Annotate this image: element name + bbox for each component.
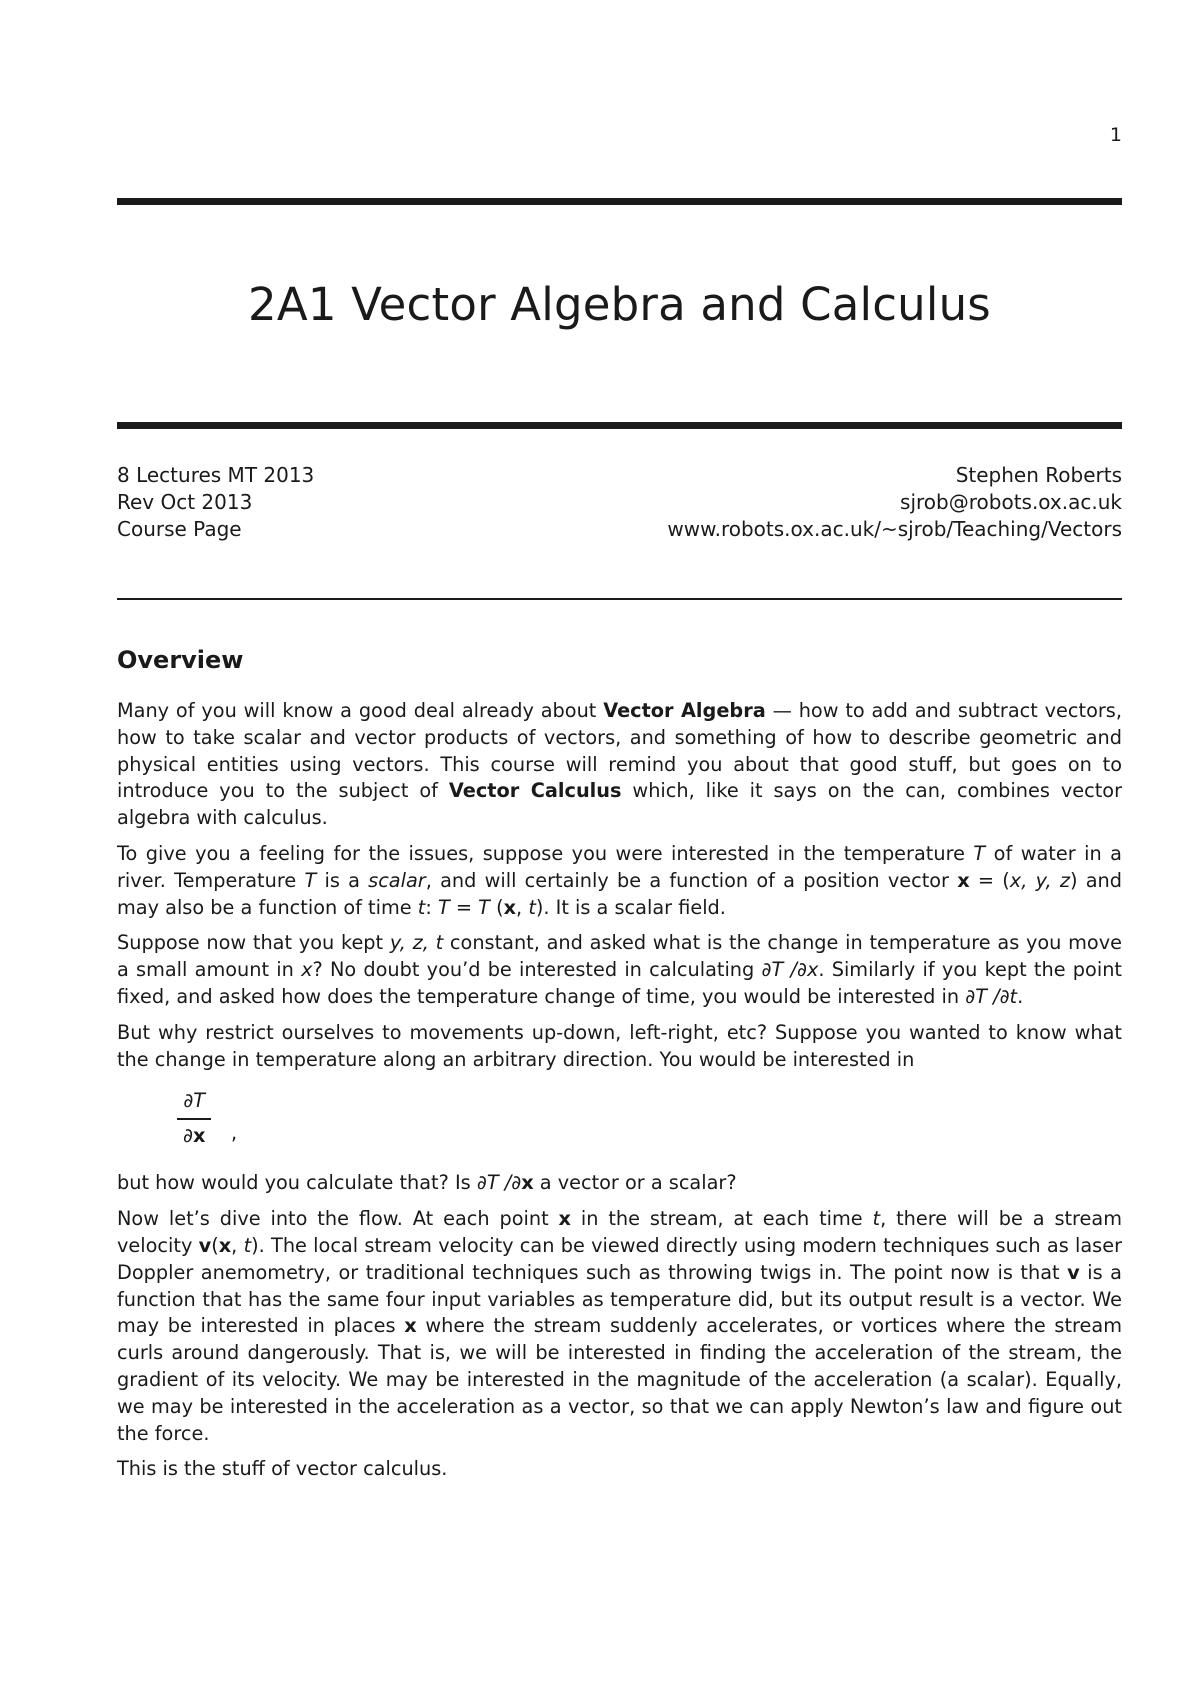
equation-comma: , <box>231 1121 238 1145</box>
paragraph: To give you a feeling for the issues, suppose you were interested in the temperature T of water in a river. Temperature T is a scalar, and will certainly be a function of a position vector x = (x, y, z) and may also be a function of time t: T = T (x, t). It is a scalar field. <box>117 841 1122 919</box>
section-rule <box>117 598 1122 600</box>
document-page <box>117 0 1122 1698</box>
overview-heading: Overview <box>117 646 244 674</box>
top-rule <box>117 198 1122 205</box>
course-page-url: www.robots.ox.ac.uk/~sjrob/Teaching/Vectors <box>667 517 1122 541</box>
paragraph: but how would you calculate that? Is ∂T /∂x a vector or a scalar? <box>117 1171 737 1195</box>
course-info-row <box>117 462 1122 489</box>
author-name: Stephen Roberts <box>955 463 1122 487</box>
author-email: sjrob@robots.ox.ac.uk <box>900 490 1122 514</box>
paragraph: But why restrict ourselves to movements up-down, left-right, etc? Suppose you wanted to know what the change in temperature along an arbitrary direction. You would be interested in <box>117 1020 1122 1071</box>
page-number: 1 <box>1109 124 1122 146</box>
revision-label: Rev Oct 2013 <box>117 490 253 514</box>
paragraph: Many of you will know a good deal already about Vector Algebra — how to add and subtract vectors, how to take scalar and vector products of vectors, and something of how to describe geometric and physical entities using vectors. This course will remind you about that good stuff, but goes on to introduce you to the subject of Vector Calculus which, like it says on the can, combines vector algebra with calculus. <box>117 699 1123 830</box>
fraction <box>177 1088 211 1150</box>
course-info-row <box>117 489 1122 516</box>
fraction-numerator: ∂T <box>183 1089 206 1113</box>
title-rule <box>117 422 1122 429</box>
paragraph: Suppose now that you kept y, z, t constant, and asked what is the change in temperature as you move a small amount in x? No doubt you’d be interested in calculating ∂T /∂x. Similarly if you kept the point fixed, and asked how does the temperature change of time, you would be interested in ∂T /∂t. <box>117 931 1122 1008</box>
paragraph: This is the stuff of vector calculus. <box>117 1457 448 1481</box>
course-info-row <box>117 516 1122 543</box>
overview-body <box>117 698 1122 1492</box>
lectures-label: 8 Lectures MT 2013 <box>117 463 315 487</box>
document-title: 2A1 Vector Algebra and Calculus <box>248 278 991 331</box>
fraction-denominator: ∂x <box>183 1124 206 1148</box>
course-info <box>117 462 1122 543</box>
paragraph: Now let’s dive into the flow. At each point x in the stream, at each time t, there will be a stream velocity v(x, t). The local stream velocity can be viewed directly using modern techniques such as laser Doppler anemometry, or traditional techniques such as throwing twigs in. The point now is that v is a function that has the same four input variables as temperature did, but its output result is a vector. We may be interested in places x where the stream suddenly accelerates, or vortices where the stream curls around dangerously. That is, we will be interested in finding the acceleration of the stream, the gradient of its velocity. We may be interested in the magnitude of the acceleration (a scalar). Equally, we may be interested in the acceleration as a vector, so that we can apply Newton’s law and figure out the force. <box>117 1207 1123 1445</box>
course-page-label: Course Page <box>117 517 242 541</box>
display-equation <box>117 1082 1122 1158</box>
